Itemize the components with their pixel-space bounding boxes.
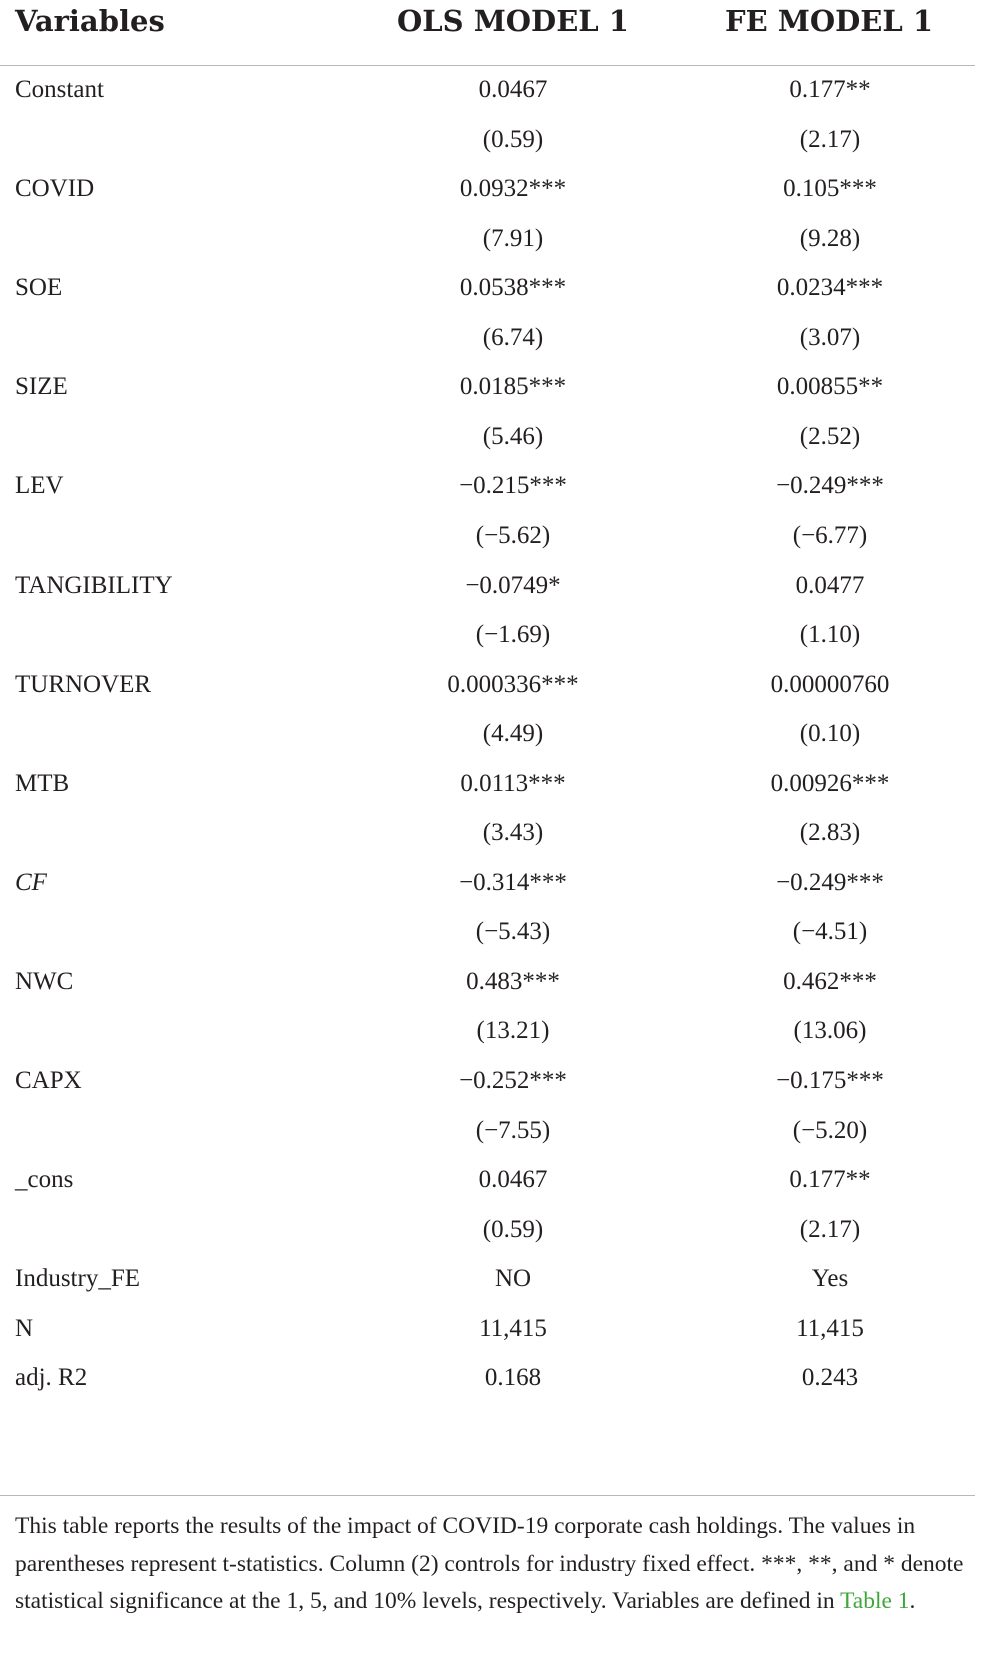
cell-fe: 0.00926*** [770, 769, 890, 797]
cell-ols: (7.91) [482, 224, 544, 252]
cell-fe: (−6.77) [792, 521, 868, 549]
cell-variable: TANGIBILITY [15, 571, 173, 599]
cell-variable: Constant [15, 76, 104, 103]
table-row [0, 1107, 990, 1159]
table-row [0, 809, 990, 861]
cell-ols: (3.43) [482, 819, 544, 847]
table-row [0, 264, 990, 316]
cell-ols: 0.0113*** [460, 769, 566, 797]
table-row [0, 1305, 990, 1357]
table-row [0, 1156, 990, 1208]
table-header [0, 0, 990, 66]
cell-fe: 0.00855** [776, 373, 884, 401]
cell-variable: N [15, 1314, 34, 1342]
table-row [0, 908, 990, 960]
table-row [0, 1255, 990, 1307]
cell-ols: 0.168 [484, 1364, 542, 1392]
cell-ols: 0.0538*** [459, 274, 567, 302]
cell-fe: 11,415 [796, 1314, 864, 1342]
cell-fe: (−5.20) [792, 1116, 868, 1144]
cell-fe: (1.10) [799, 621, 861, 649]
cell-fe: (2.17) [799, 1215, 861, 1243]
table-1-link[interactable]: Table 1 [840, 1588, 910, 1614]
table-row [0, 116, 990, 168]
cell-variable: NWC [15, 967, 74, 995]
cell-fe: 0.105*** [783, 175, 877, 203]
cell-fe: (−4.51) [792, 918, 868, 946]
cell-ols: 11,415 [479, 1314, 547, 1342]
cell-variable: adj. R2 [15, 1364, 88, 1392]
cell-fe: Yes [811, 1265, 849, 1293]
table-row [0, 1057, 990, 1109]
cell-fe: −0.249*** [776, 868, 884, 896]
table-row [0, 859, 990, 911]
cell-ols: (−1.69) [475, 621, 551, 649]
cell-variable: CF [15, 868, 47, 896]
table-footnote [15, 1508, 980, 1621]
cell-variable: TURNOVER [15, 670, 152, 698]
table-row [0, 611, 990, 663]
footnote-end: . [909, 1588, 916, 1614]
cell-variable: Industry_FE [15, 1265, 140, 1293]
cell-ols: (−5.62) [475, 521, 551, 549]
cell-fe: 0.00000760 [770, 670, 890, 698]
cell-fe: 0.0477 [795, 571, 865, 599]
cell-ols: −0.252*** [459, 1067, 567, 1094]
cell-fe: 0.177** [789, 1166, 871, 1194]
cell-ols: NO [494, 1265, 532, 1293]
cell-ols: −0.0749* [465, 571, 561, 599]
table-row [0, 661, 990, 713]
cell-variable: _cons [15, 1166, 74, 1194]
cell-ols: (5.46) [482, 422, 544, 450]
cell-variable: COVID [15, 175, 95, 203]
table-row [0, 958, 990, 1010]
table-row [0, 413, 990, 465]
cell-ols: (6.74) [482, 323, 544, 351]
cell-ols: (0.59) [482, 125, 544, 153]
cell-ols: −0.314*** [459, 868, 567, 896]
cell-variable: MTB [15, 769, 70, 797]
cell-fe: (13.06) [793, 1017, 867, 1045]
cell-fe: −0.175*** [776, 1067, 884, 1094]
table-row [0, 760, 990, 812]
cell-fe: (2.52) [799, 422, 861, 450]
cell-fe: −0.249*** [776, 472, 884, 500]
cell-ols: −0.215*** [459, 472, 567, 500]
cell-ols: (4.49) [482, 720, 544, 748]
cell-ols: 0.0467 [478, 76, 548, 103]
cell-fe: (0.10) [799, 720, 861, 748]
footer-rule [0, 1495, 975, 1496]
table-row [0, 1206, 990, 1258]
cell-ols: 0.0467 [478, 1166, 548, 1194]
cell-variable: SOE [15, 274, 63, 302]
cell-fe: 0.462*** [783, 967, 877, 995]
cell-ols: 0.483*** [466, 967, 560, 995]
header-fe-model: FE MODEL 1 [725, 4, 934, 38]
cell-ols: 0.0932*** [459, 175, 567, 203]
cell-ols: 0.000336*** [447, 670, 579, 698]
table-row [0, 512, 990, 564]
table-row [0, 314, 990, 366]
cell-fe: (2.17) [799, 125, 861, 153]
header-variables: Variables [15, 4, 165, 38]
cell-fe: (3.07) [799, 323, 861, 351]
cell-fe: 0.0234*** [776, 274, 884, 302]
cell-ols: (0.59) [482, 1215, 544, 1243]
footnote-text: This table reports the results of the impact of COVID-19 corporate cash holdings. The values in parentheses represent t-statistics. Column (2) controls for industry fixed effect. ***, **, and * denote statistical significance at the 1, 5, and 10% levels, respectively. Variables are defined in [15, 1513, 964, 1614]
cell-ols: (−5.43) [475, 918, 551, 946]
table-row [0, 215, 990, 267]
cell-ols: 0.0185*** [459, 373, 567, 401]
cell-fe: (2.83) [799, 819, 861, 847]
cell-variable: SIZE [15, 373, 68, 401]
table-row [0, 562, 990, 614]
cell-fe: (9.28) [799, 224, 861, 252]
cell-fe: 0.243 [801, 1364, 859, 1392]
table-row [0, 165, 990, 217]
cell-fe: 0.177** [789, 76, 871, 103]
cell-variable: CAPX [15, 1067, 82, 1094]
table-row [0, 710, 990, 762]
header-ols-model: OLS MODEL 1 [397, 4, 629, 38]
table-row [0, 462, 990, 514]
table-row [0, 1354, 990, 1406]
cell-ols: (−7.55) [475, 1116, 551, 1144]
table-row [0, 1007, 990, 1059]
cell-variable: LEV [15, 472, 64, 500]
table-row [0, 66, 990, 118]
cell-ols: (13.21) [476, 1017, 550, 1045]
table-row [0, 363, 990, 415]
